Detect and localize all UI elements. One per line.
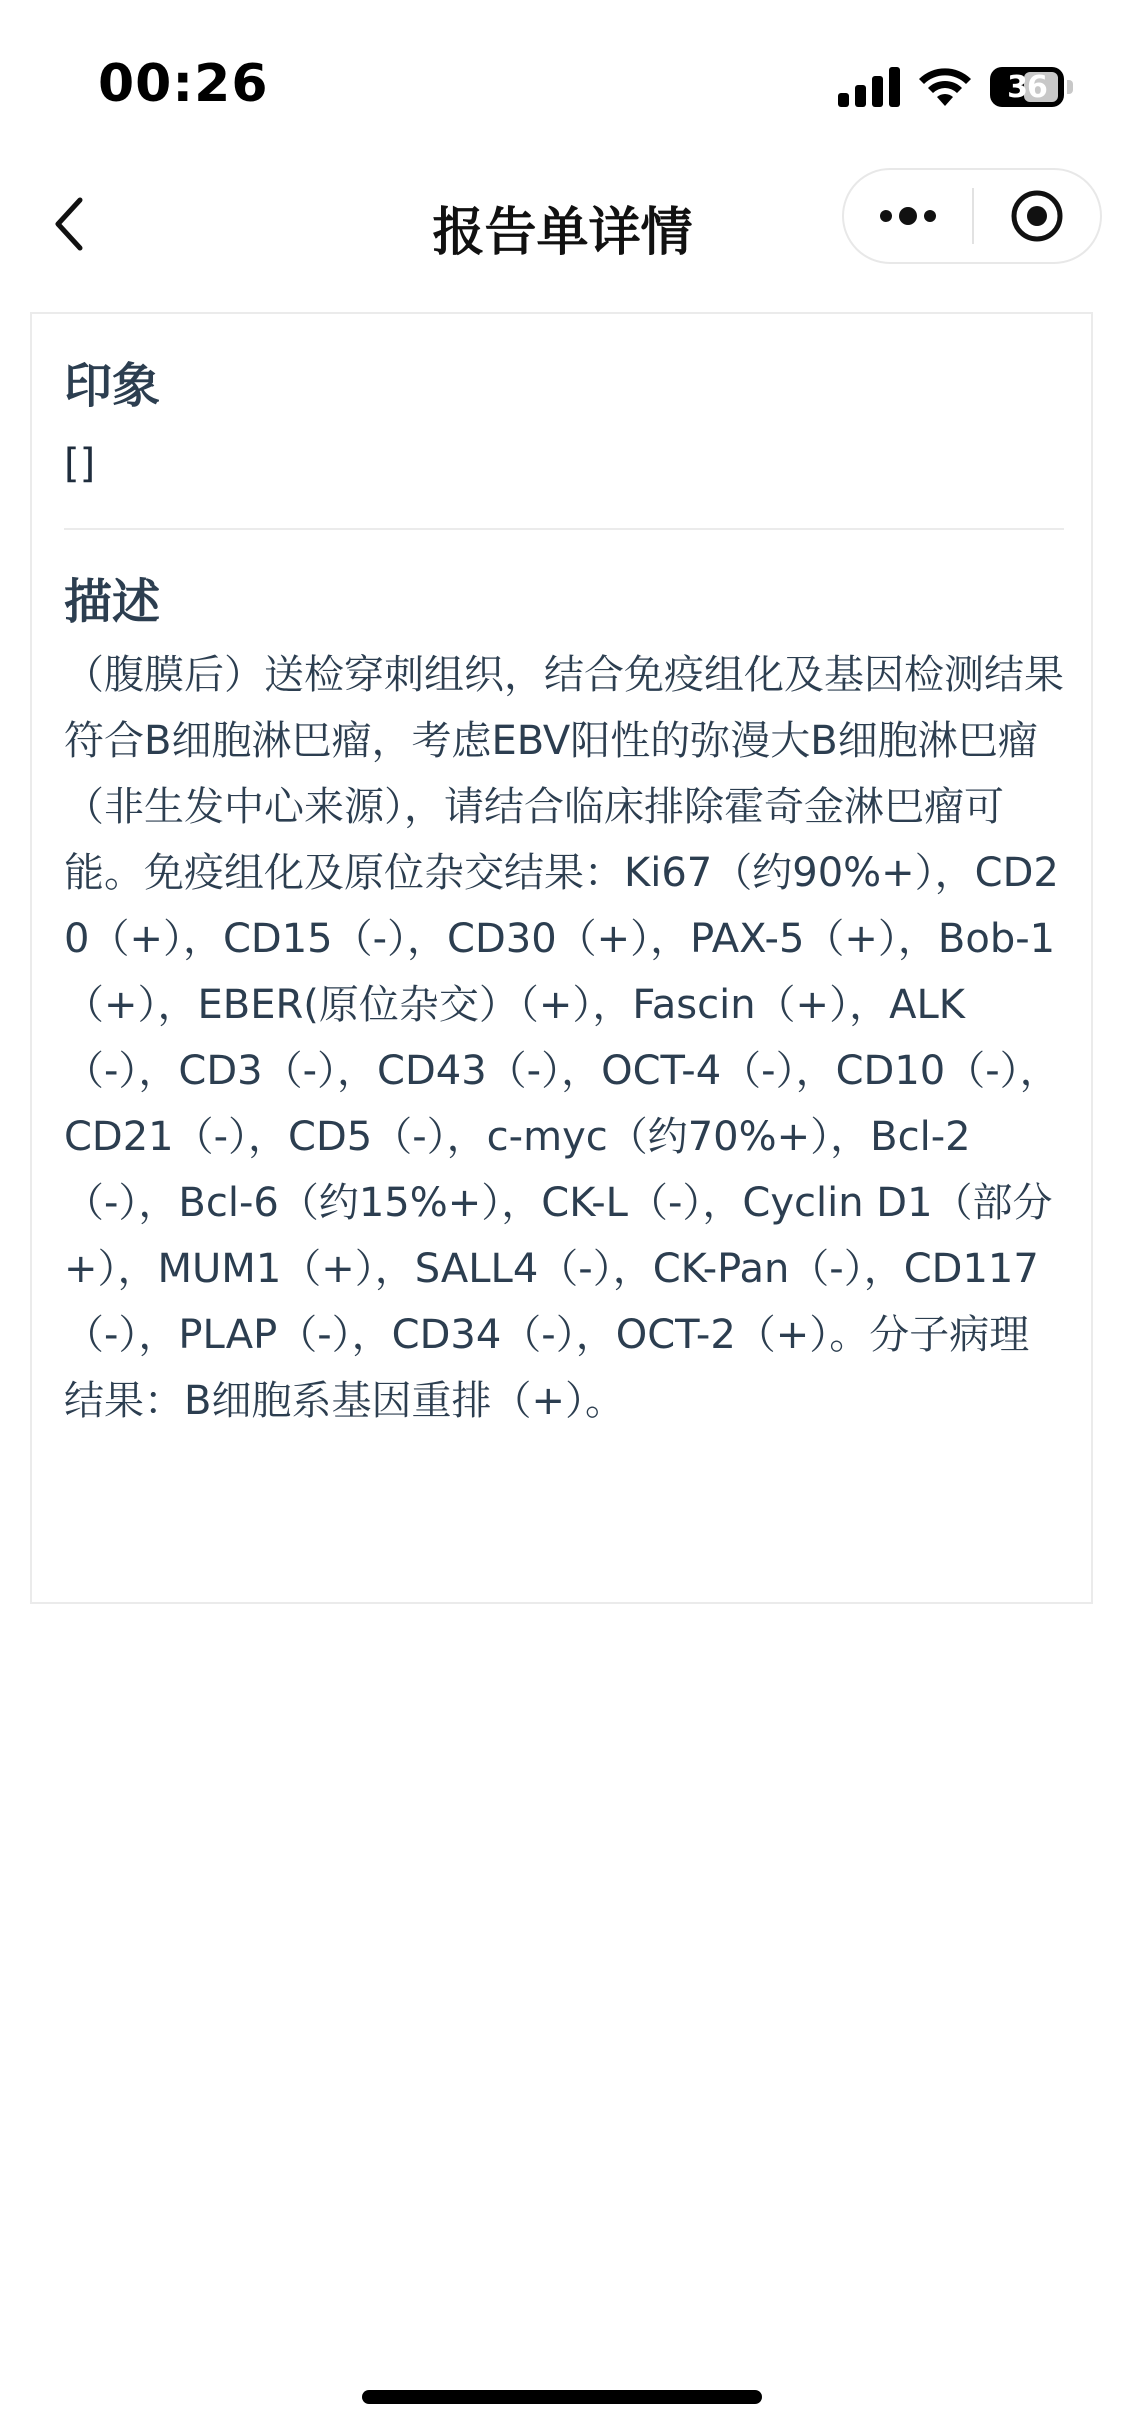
page-title: 报告单详情 — [432, 203, 693, 263]
status-time: 00:26 — [98, 54, 269, 114]
status-bar — [0, 0, 1125, 160]
wifi-icon — [918, 66, 972, 108]
cellular-signal-icon — [838, 67, 900, 107]
more-dots-icon — [878, 206, 938, 226]
impression-label: 印象 — [64, 358, 161, 414]
description-text: （腹膜后）送检穿刺组织，结合免疫组化及基因检测结果符合B细胞淋巴瘤，考虑EBV阳性的弥漫大B细胞淋巴瘤（非生发中心来源），请结合临床排除霍奇金淋巴瘤可能。免疫组化及原位杂交结果：Ki67（约90%+），CD20（+），CD15（-），CD30（+），PAX-5（+），Bob-1（+），EBER(原位杂交）（+），Fascin（+），ALK（-），CD3（-），CD43（-），OCT-4（-），CD10（-），CD21（-），CD5（-），c-myc（约70%+），Bcl-2（-），Bcl-6（约15%+），CK-L（-），Cyclin D1（部分+），MUM1（+），SALL4（-），CK-Pan（-），CD117（-），PLAP（-），CD34（-），OCT-2（+）。分子病理结果：B细胞系基因重排（+）。 — [64, 652, 1064, 1424]
more-button[interactable] — [844, 170, 972, 262]
status-icons — [838, 62, 1073, 112]
report-card — [30, 312, 1093, 1604]
close-button[interactable] — [974, 170, 1100, 262]
battery-level: 36 — [1007, 69, 1047, 105]
impression-value: [] — [64, 441, 96, 487]
target-circle-icon — [1010, 189, 1064, 243]
description-section — [64, 572, 1064, 1434]
impression-section — [64, 356, 1064, 492]
navigation-bar — [0, 160, 1125, 290]
description-label: 描述 — [64, 574, 161, 630]
section-divider — [64, 528, 1064, 530]
mini-program-capsule — [842, 168, 1102, 264]
home-indicator[interactable] — [362, 2390, 762, 2404]
battery-icon — [990, 67, 1064, 107]
